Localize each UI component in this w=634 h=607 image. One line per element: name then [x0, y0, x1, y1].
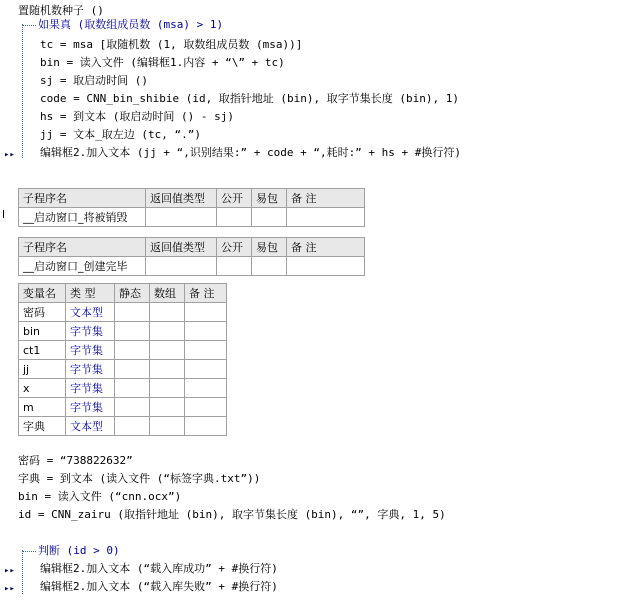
- header-sub-name: 子程序名: [19, 189, 146, 208]
- header-type: 类 型: [66, 284, 115, 303]
- header-public: 公开: [217, 238, 252, 257]
- code-line-password[interactable]: 密码 = “738822632”: [18, 454, 133, 467]
- remark-cell[interactable]: [287, 208, 365, 227]
- var-type-cell[interactable]: 文本型: [66, 303, 115, 322]
- var-static-cell[interactable]: [115, 322, 150, 341]
- double-arrow-icon: ▸▸: [4, 566, 15, 576]
- double-arrow-icon: ▸▸: [4, 584, 15, 594]
- double-arrow-icon: ▸▸: [4, 150, 15, 160]
- var-static-cell[interactable]: [115, 398, 150, 417]
- header-var-name: 变量名: [19, 284, 66, 303]
- var-remark-cell[interactable]: [185, 322, 227, 341]
- judge-guide-vertical: [22, 550, 23, 594]
- var-name-cell[interactable]: 密码: [19, 303, 66, 322]
- branch-line-success[interactable]: 编辑框2.加入文本 (“载入库成功” + #换行符): [40, 562, 278, 575]
- var-static-cell[interactable]: [115, 341, 150, 360]
- if-guide-horizontal: [22, 25, 36, 26]
- table-row[interactable]: [19, 398, 227, 417]
- var-static-cell[interactable]: [115, 379, 150, 398]
- sub1-left-bar: [3, 210, 4, 218]
- var-name-cell[interactable]: jj: [19, 360, 66, 379]
- header-return-type: 返回值类型: [146, 238, 217, 257]
- var-array-cell[interactable]: [150, 379, 185, 398]
- var-type-cell[interactable]: 字节集: [66, 398, 115, 417]
- var-name-cell[interactable]: 字典: [19, 417, 66, 436]
- table-row[interactable]: [19, 322, 227, 341]
- var-type-cell[interactable]: 字节集: [66, 322, 115, 341]
- var-type-cell[interactable]: 文本型: [66, 417, 115, 436]
- remark-cell[interactable]: [287, 257, 365, 276]
- subroutine-table-2: [18, 237, 365, 276]
- code-line-7[interactable]: 编辑框2.加入文本 (jj + “,识别结果:” + code + “,耗时:” + hs + #换行符): [40, 146, 462, 159]
- header-easy-pack: 易包: [252, 238, 287, 257]
- subroutine-table-1: [18, 188, 365, 227]
- code-line-dictionary[interactable]: 字典 = 到文本 (读入文件 (“标签字典.txt”)): [18, 472, 261, 485]
- var-array-cell[interactable]: [150, 360, 185, 379]
- code-line-5[interactable]: hs = 到文本 (取启动时间 () - sj): [40, 110, 234, 123]
- header-return-type: 返回值类型: [146, 189, 217, 208]
- easy-pack-cell[interactable]: [252, 257, 287, 276]
- judge-guide-horizontal: [22, 551, 36, 552]
- header-public: 公开: [217, 189, 252, 208]
- code-line-1[interactable]: tc = msa [取随机数 (1, 取数组成员数 (msa))]: [40, 38, 303, 51]
- public-cell[interactable]: [217, 257, 252, 276]
- var-name-cell[interactable]: bin: [19, 322, 66, 341]
- sub-name-cell[interactable]: __启动窗口_创建完毕: [19, 257, 146, 276]
- return-type-cell[interactable]: [146, 208, 217, 227]
- var-type-cell[interactable]: 字节集: [66, 379, 115, 398]
- variable-table: [18, 283, 227, 436]
- header-sub-name: 子程序名: [19, 238, 146, 257]
- header-static: 静态: [115, 284, 150, 303]
- var-remark-cell[interactable]: [185, 341, 227, 360]
- var-array-cell[interactable]: [150, 303, 185, 322]
- public-cell[interactable]: [217, 208, 252, 227]
- var-name-cell[interactable]: m: [19, 398, 66, 417]
- header-array: 数组: [150, 284, 185, 303]
- var-remark-cell[interactable]: [185, 360, 227, 379]
- var-static-cell[interactable]: [115, 417, 150, 436]
- var-array-cell[interactable]: [150, 341, 185, 360]
- var-remark-cell[interactable]: [185, 398, 227, 417]
- header-remark: 备 注: [287, 189, 365, 208]
- code-line-6[interactable]: jj = 文本_取左边 (tc, “.”): [40, 128, 201, 141]
- table-row[interactable]: [19, 341, 227, 360]
- return-type-cell[interactable]: [146, 257, 217, 276]
- var-name-cell[interactable]: x: [19, 379, 66, 398]
- code-line-2[interactable]: bin = 读入文件 (编辑框1.内容 + “\” + tc): [40, 56, 285, 69]
- code-line-4[interactable]: code = CNN_bin_shibie (id, 取指针地址 (bin), 取字节集长度 (bin), 1): [40, 92, 460, 105]
- code-line-bin[interactable]: bin = 读入文件 (“cnn.ocx”): [18, 490, 182, 503]
- code-line-3[interactable]: sj = 取启动时间 (): [40, 74, 148, 87]
- var-type-cell[interactable]: 字节集: [66, 341, 115, 360]
- branch-line-failure[interactable]: 编辑框2.加入文本 (“载入库失败” + #换行符): [40, 580, 278, 593]
- var-remark-cell[interactable]: [185, 303, 227, 322]
- table-row[interactable]: [19, 360, 227, 379]
- var-remark-cell[interactable]: [185, 379, 227, 398]
- sub-name-cell[interactable]: __启动窗口_将被销毁: [19, 208, 146, 227]
- if-guide-vertical: [22, 24, 23, 158]
- header-remark: 备 注: [185, 284, 227, 303]
- var-static-cell[interactable]: [115, 360, 150, 379]
- header-easy-pack: 易包: [252, 189, 287, 208]
- if-condition-line[interactable]: 如果真 (取数组成员数 (msa) > 1): [38, 18, 224, 31]
- table-row[interactable]: [19, 303, 227, 322]
- var-remark-cell[interactable]: [185, 417, 227, 436]
- table-row[interactable]: [19, 417, 227, 436]
- var-name-cell[interactable]: ct1: [19, 341, 66, 360]
- var-type-cell[interactable]: 字节集: [66, 360, 115, 379]
- var-static-cell[interactable]: [115, 303, 150, 322]
- header-remark: 备 注: [287, 238, 365, 257]
- var-array-cell[interactable]: [150, 322, 185, 341]
- table-row[interactable]: [19, 379, 227, 398]
- var-array-cell[interactable]: [150, 398, 185, 417]
- judge-condition-line[interactable]: 判断 (id > 0): [38, 544, 120, 557]
- var-array-cell[interactable]: [150, 417, 185, 436]
- easy-pack-cell[interactable]: [252, 208, 287, 227]
- code-line-id[interactable]: id = CNN_zairu (取指针地址 (bin), 取字节集长度 (bin), “”, 字典, 1, 5): [18, 508, 446, 521]
- sub-call-line[interactable]: 置随机数种子 (): [18, 4, 104, 17]
